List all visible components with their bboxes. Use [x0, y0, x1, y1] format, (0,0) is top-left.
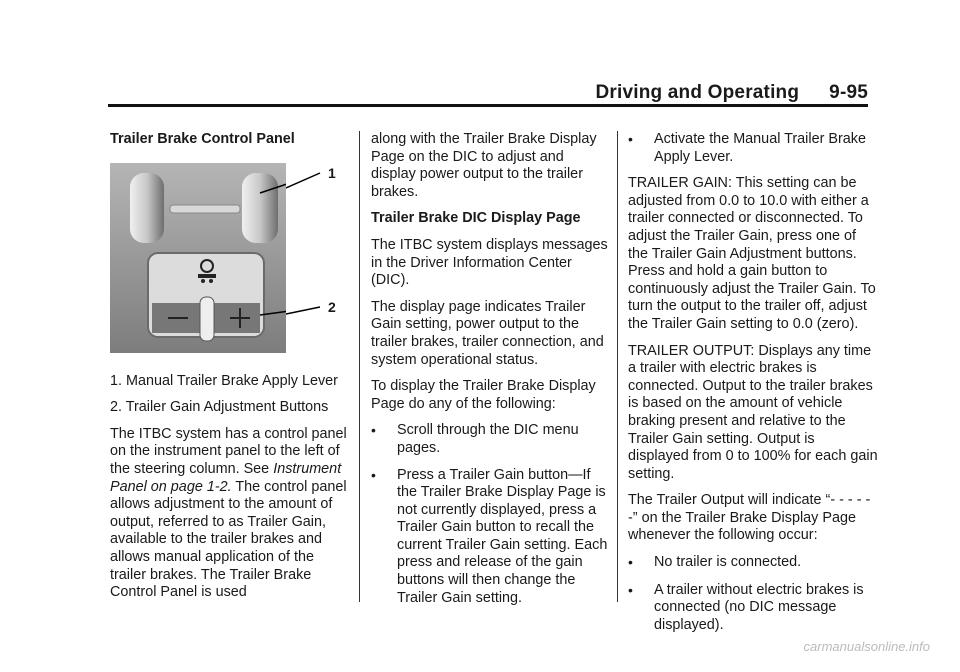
bullet-text: No trailer is connected.	[654, 554, 802, 571]
cross-reference-link[interactable]: Instrument Panel on page 1-2.	[110, 460, 342, 495]
paragraph-text: The ITBC system has a control panel on the instrument panel to the left of the steering column. See	[110, 425, 347, 477]
page-number: 9-95	[829, 82, 868, 103]
callout-1: 1	[328, 164, 336, 181]
column-3	[628, 131, 878, 643]
column-divider	[617, 131, 618, 602]
body-paragraph: The ITBC system displays messages in the Driver Information Center (DIC).	[371, 236, 608, 289]
subsection-heading: Trailer Brake DIC Display Page	[371, 210, 581, 227]
bullet-text: Scroll through the DIC menu pages.	[397, 422, 579, 456]
body-paragraph: TRAILER GAIN: This setting can be adjusted from 0.0 to 10.0 with either a trailer connected or disconnected. To adjust the Trailer Gain, press one of the Trailer Gain Adjustment buttons. Press and hold a gain button to continuously adjust the Trailer Gain. To turn the output to the trailer off, adjust the Trailer Gain setting to 0.0 (zero).	[628, 175, 876, 332]
legend-item: 2. Trailer Gain Adjustment Buttons	[110, 399, 329, 416]
watermark: carmanualsonline.info	[803, 639, 930, 654]
body-paragraph: The Trailer Output will indicate “- - - - - -” on the Trailer Brake Display Page whenever the following occur:	[628, 492, 871, 544]
paragraph-text: The control panel allows adjustment to the amount of output, referred to as Trailer Gain, available to the trailer brakes and allows manual application of the trailer brakes. The Trailer Brake Control Panel is used	[110, 478, 347, 601]
bullet-item	[371, 467, 611, 608]
bullet-item	[628, 554, 878, 573]
bullet-icon	[371, 422, 397, 457]
legend-item: 1. Manual Trailer Brake Apply Lever	[110, 372, 338, 389]
bullet-icon	[628, 554, 654, 573]
section-title: Driving and Operating	[595, 82, 800, 103]
bullet-text: Activate the Manual Trailer Brake Apply Lever.	[654, 131, 866, 165]
bullet-item	[371, 422, 611, 457]
bullet-text: A trailer without electric brakes is connected (no DIC message displayed).	[654, 581, 864, 633]
section-heading: Trailer Brake Control Panel	[110, 131, 295, 147]
control-panel-photo	[110, 163, 286, 353]
bullet-text: Press a Trailer Gain button—If the Trailer Brake Display Page is not currently displayed, press a Trailer Gain button to recall the current Trailer Gain setting. Each press and release of the gain buttons will then change the Trailer Gain setting.	[397, 466, 608, 606]
control-panel-figure	[110, 163, 340, 363]
body-paragraph: The display page indicates Trailer Gain setting, power output to the trailer brakes, trailer connection, and system operational status.	[371, 298, 604, 368]
page-header	[595, 82, 868, 104]
column-divider	[359, 131, 360, 602]
callout-2: 2	[328, 298, 336, 315]
body-paragraph: TRAILER OUTPUT: Displays any time a trailer with electric brakes is connected. Output to the trailer brakes is based on the amount of vehicle braking present and relative to the Trailer Gain setting. Output is displayed from 0 to 100% for each gain setting.	[628, 342, 878, 482]
body-paragraph: along with the Trailer Brake Display Page on the DIC to adjust and display power output to the trailer brakes.	[371, 131, 597, 200]
bullet-icon	[371, 467, 397, 608]
column-1	[110, 131, 350, 611]
bullet-icon	[628, 131, 654, 166]
bullet-item	[628, 582, 878, 635]
header-rule	[108, 104, 868, 107]
column-2	[371, 131, 611, 616]
body-paragraph	[110, 426, 350, 602]
callout-lines	[286, 163, 340, 363]
bullet-item	[628, 131, 878, 166]
body-paragraph: To display the Trailer Brake Display Page do any of the following:	[371, 378, 596, 412]
bullet-icon	[628, 582, 654, 635]
